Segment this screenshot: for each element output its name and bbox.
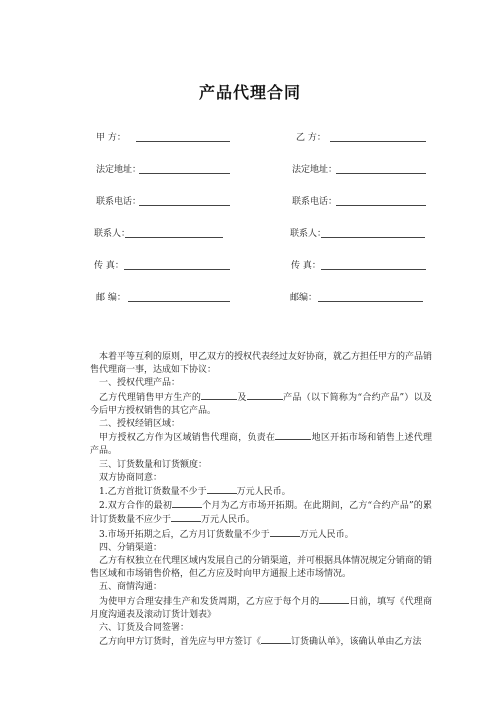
contact-a-label: 联系人： (94, 229, 131, 239)
s1-text-c: 产品（以下简称为“合约产品”）以及今后甲方授权销售的其它产品。 (90, 392, 432, 416)
section-1-heading: 一、授权代理产品： (99, 378, 181, 389)
address-b-field[interactable] (336, 162, 426, 174)
s3-3-text-a: 3.市场开拓期之后，乙方月订货数量不少于 (99, 529, 270, 540)
party-row (0, 290, 500, 306)
s1-text-a: 乙方代理销售甲方生产的 (99, 392, 202, 403)
postcode-b-label: 邮编： (290, 293, 318, 303)
party-row (0, 194, 500, 210)
months-blank[interactable] (172, 499, 202, 508)
phone-b-label: 联系电话： (292, 197, 338, 207)
s3-1-text-b: 万元人民币。 (236, 487, 291, 498)
fax-b-field[interactable] (321, 258, 426, 270)
section-2-text (90, 431, 432, 458)
s3-1-text-a: 1.乙方首批订货数量不少于 (99, 487, 207, 498)
confirmation-blank[interactable] (261, 635, 291, 644)
section-6-heading: 六、订货及合同签署： (99, 623, 190, 634)
phone-a-field[interactable] (139, 194, 230, 206)
section-2-heading: 二、授权经销区域： (99, 419, 181, 430)
section-4-heading: 四、分销渠道： (99, 542, 163, 553)
section-5-heading: 五、商情沟通： (99, 582, 163, 593)
s3-3-text-b: 万元人民币。 (299, 529, 354, 540)
s1-text-b: 及 (237, 392, 247, 403)
first-order-blank[interactable] (207, 485, 237, 494)
section-4-text: 乙方有权独立在代理区域内发展自己的分销渠道，并可根据具体情况规定分销商的销售区域和市场销售价格，但乙方应及时向甲方通报上述市场情况。 (90, 556, 433, 580)
party-b-field[interactable] (330, 130, 426, 142)
section-3-item-2 (90, 499, 432, 527)
fax-b-label: 传 真： (291, 261, 321, 271)
fax-a-field[interactable] (124, 258, 230, 270)
address-b-label: 法定地址： (292, 165, 338, 175)
s2-text-a: 甲方授权乙方作为区域销售代理商，负责在 (99, 433, 276, 444)
section-6-text (90, 635, 432, 649)
contact-b-label: 联系人： (290, 229, 327, 239)
s3-2-text-a: 2.双方合作的最初 (99, 501, 173, 512)
phone-a-label: 联系电话： (96, 197, 142, 207)
address-a-label: 法定地址： (96, 165, 142, 175)
postcode-a-label: 邮 编： (96, 293, 126, 303)
party-row (0, 226, 500, 242)
section-3-item-1 (90, 485, 432, 499)
s3-2-text-b: 个月为乙方市场开拓期。在此期间，乙方“合约产品”的累计订货数量不应少于 (90, 501, 432, 526)
section-5-text (90, 595, 432, 622)
section-3-intro: 双方协商同意： (99, 472, 163, 483)
section-1-text (90, 391, 432, 418)
address-a-field[interactable] (139, 162, 230, 174)
party-row (0, 130, 500, 146)
s5-text-b: 日前，填写《代理商月度沟通表及滚动订货计划表》 (90, 596, 432, 620)
party-a-label: 甲 方： (96, 133, 126, 143)
phone-b-field[interactable] (336, 194, 426, 206)
s6-text-a: 乙方向甲方订货时，首先应与甲方签订《 (99, 637, 262, 648)
s6-text-b: 订货确认单》，该确认单由乙方法 (291, 637, 422, 648)
contact-b-field[interactable] (321, 226, 425, 238)
contact-a-field[interactable] (125, 226, 223, 238)
party-a-field[interactable] (136, 130, 230, 142)
party-row (0, 162, 500, 178)
fax-a-label: 传 真： (94, 261, 124, 271)
s5-text-a: 为使甲方合理安排生产和发货周期，乙方应于每个月的 (99, 596, 320, 607)
contract-title: 产品代理合同 (198, 83, 301, 102)
party-row (0, 258, 500, 274)
contract-body (90, 351, 432, 649)
product-blank-1[interactable] (201, 391, 237, 400)
product-blank-2[interactable] (247, 391, 283, 400)
day-blank[interactable] (319, 595, 349, 604)
s2-text-b: 地区开拓市场和销售上述代理产品。 (90, 433, 432, 457)
cumulative-order-blank[interactable] (171, 513, 201, 522)
party-b-label: 乙 方： (296, 133, 326, 143)
s3-2-text-c: 万元人民币。 (201, 515, 256, 526)
postcode-b-field[interactable] (318, 290, 423, 302)
postcode-a-field[interactable] (128, 290, 230, 302)
section-3-item-3 (90, 528, 432, 542)
monthly-order-blank[interactable] (270, 528, 300, 537)
section-3-heading: 三、订货数量和订货额度： (99, 459, 208, 470)
intro-paragraph: 本着平等互利的原则，甲乙双方的授权代表经过友好协商，就乙方担任甲方的产品销售代理商一事，达成如下协议： (90, 352, 433, 376)
region-blank[interactable] (275, 431, 311, 440)
